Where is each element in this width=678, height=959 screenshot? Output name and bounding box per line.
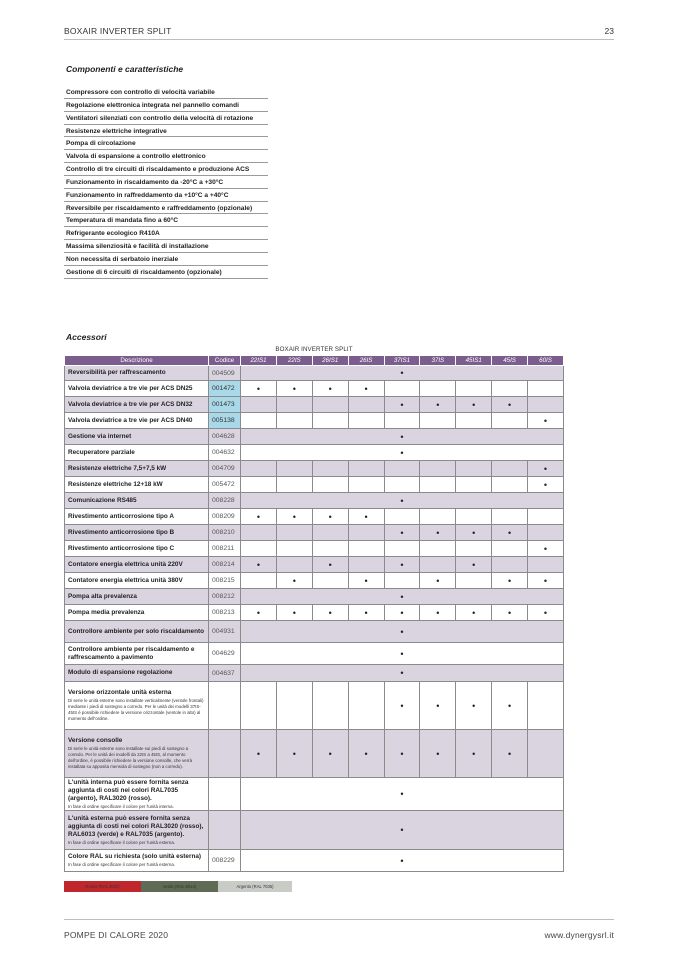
description-text: Gestione via internet [68,432,132,440]
description-note: In fase di ordine specificare il colore per l'unità interna. [68,803,174,809]
model-mark: • [420,525,456,541]
accessory-code: 005138 [209,413,241,429]
model-cell [420,541,456,557]
all-models-mark: • [241,665,564,682]
description-text: Valvola deviatrice a tre vie per ACS DN32 [68,400,193,408]
accessory-code: 004509 [209,366,241,381]
accessory-code: 008213 [209,605,241,621]
model-cell [420,477,456,493]
component-item: Refrigerante ecologico R410A [64,227,268,240]
header-model: 60IS [528,356,564,366]
model-cell [456,541,492,557]
model-mark: • [528,461,564,477]
accessory-description [65,605,209,621]
header-model: 26IS1 [312,356,348,366]
description-text: Versione orizzontale unità esterna [68,689,172,697]
description-text: Resistenze elettriche 7,5+7,5 kW [68,464,167,472]
model-cell [276,541,312,557]
model-cell [420,461,456,477]
model-cell [312,682,348,730]
accessory-code: 001472 [209,381,241,397]
description-text: L'unità interna può essere fornita senza aggiunta di costi nei colori RAL7035 (argento), RAL3020 (rosso). [68,778,189,802]
all-models-mark: • [241,778,564,811]
model-mark: • [528,477,564,493]
accessory-description [65,429,209,445]
all-models-mark: • [241,445,564,461]
model-mark: • [384,525,420,541]
accessory-description [65,397,209,413]
component-item: Valvola di espansione a controllo elettronico [64,150,268,163]
description-text: Controllore ambiente per riscaldamento e raffrescamento a pavimento [68,645,195,661]
model-mark: • [456,682,492,730]
model-cell [312,541,348,557]
model-cell [241,413,277,429]
description-text: Contatore energia elettrica unità 220V [68,560,183,568]
model-cell [528,509,564,525]
accessory-description [65,778,209,811]
component-item: Massima silenziosità e facilità di installazione [64,240,268,253]
model-cell [312,461,348,477]
model-cell [276,413,312,429]
model-cell [384,381,420,397]
description-text: Rivestimento anticorrosione tipo A [68,512,174,520]
model-mark: • [384,605,420,621]
model-cell [528,557,564,573]
model-mark: • [456,557,492,573]
accessory-description [65,730,209,778]
table-row [65,429,564,445]
model-cell [420,413,456,429]
model-cell [420,557,456,573]
model-cell [348,682,384,730]
accessory-code: 008212 [209,589,241,605]
model-mark: • [492,525,528,541]
accessory-description [65,493,209,509]
description-text: Contatore energia elettrica unità 380V [68,576,183,584]
model-cell [276,525,312,541]
table-row [65,811,564,850]
accessory-code [209,811,241,850]
accessory-description [65,541,209,557]
component-item: Reversibile per riscaldamento e raffreddamento (opzionale) [64,202,268,215]
accessory-description [65,682,209,730]
accessory-code: 005472 [209,477,241,493]
model-mark: • [276,605,312,621]
accessory-code: 004629 [209,643,241,665]
accessory-description [65,557,209,573]
description-text: Resistenze elettriche 12+18 kW [68,480,163,488]
all-models-mark: • [241,643,564,665]
component-item: Regolazione elettronica integrata nel pannello comandi [64,99,268,112]
description-text: Rivestimento anticorrosione tipo B [68,528,175,536]
page-number: 23 [604,26,614,36]
table-row [65,493,564,509]
model-cell [276,557,312,573]
model-mark: • [384,397,420,413]
accessory-description [65,850,209,872]
accessory-code: 004709 [209,461,241,477]
header-model: 26IS [348,356,384,366]
component-item: Gestione di 6 circuiti di riscaldamento (opzionale) [64,266,268,279]
footer-divider [64,919,614,920]
table-row [65,730,564,778]
model-mark: • [492,605,528,621]
table-row [65,643,564,665]
accessories-title: Accessori [66,332,107,342]
accessory-description [65,509,209,525]
model-mark: • [492,730,528,778]
model-mark: • [348,730,384,778]
description-text: Controllore ambiente per solo riscaldamento [68,627,205,635]
description-text: Rivestimento anticorrosione tipo C [68,544,175,552]
model-mark: • [528,605,564,621]
model-cell [384,573,420,589]
accessory-code: 008210 [209,525,241,541]
header-model: 22IS [276,356,312,366]
model-mark: • [528,541,564,557]
model-mark: • [241,557,277,573]
table-row [65,381,564,397]
accessories-table [64,355,564,872]
accessory-description [65,461,209,477]
model-cell [384,413,420,429]
model-cell [348,397,384,413]
accessory-description [65,445,209,461]
header-description: Descrizione [65,356,209,366]
all-models-mark: • [241,493,564,509]
description-text: Pompa alta prevalenza [68,592,137,600]
table-row [65,445,564,461]
model-cell [312,477,348,493]
component-item: Pompa di circolazione [64,137,268,150]
model-mark: • [492,397,528,413]
accessory-description [65,381,209,397]
model-cell [384,541,420,557]
model-cell [241,397,277,413]
component-item: Funzionamento in raffreddamento da +10°C a +40°C [64,189,268,202]
description-note: In fase di ordine specificare il colore per l'unità esterna. [68,839,176,845]
model-mark: • [348,573,384,589]
table-row [65,589,564,605]
model-cell [456,461,492,477]
model-cell [528,682,564,730]
model-mark: • [276,509,312,525]
accessory-code [209,682,241,730]
table-row [65,366,564,381]
model-mark: • [384,682,420,730]
description-text: Reversibilità per raffrescamento [68,369,166,376]
components-title: Componenti e caratteristiche [66,64,184,74]
header-title: BOXAIR INVERTER SPLIT [64,26,172,36]
accessory-description [65,643,209,665]
description-text: Recuperatore parziale [68,448,135,456]
color-swatch: Argento (RAL 7035) [218,881,292,892]
table-row [65,621,564,643]
model-mark: • [456,605,492,621]
accessory-code: 008215 [209,573,241,589]
accessory-code [209,730,241,778]
description-note: Di serie le unità esterne sono installate verticalmente (ventole frontali) mediante i piedi di sostegno a corredo. Per le unità dei modelli 37IS-45IS è possibile richiedere la versione orizzontale (ventole in alto) al momento dell'ordine. [68,698,204,721]
model-mark: • [276,730,312,778]
accessory-code: 004632 [209,445,241,461]
description-text: Pompa media prevalenza [68,608,145,616]
accessory-description [65,665,209,682]
all-models-mark: • [241,589,564,605]
color-swatch: Verde (RAL 6013) [141,881,218,892]
description-text: Valvola deviatrice a tre vie per ACS DN25 [68,384,193,392]
accessory-description [65,366,209,381]
model-cell [276,477,312,493]
model-cell [348,525,384,541]
all-models-mark: • [241,366,564,381]
table-row [65,605,564,621]
model-mark: • [420,730,456,778]
model-cell [276,397,312,413]
accessory-description [65,477,209,493]
model-cell [241,525,277,541]
model-mark: • [384,557,420,573]
component-item: Non necessita di serbatoio inerziale [64,253,268,266]
model-cell [456,413,492,429]
component-item: Temperatura di mandata fino a 60°C [64,214,268,227]
model-cell [420,509,456,525]
model-cell [492,413,528,429]
model-mark: • [348,509,384,525]
model-cell [348,477,384,493]
model-cell [384,461,420,477]
header-model: 37IS [420,356,456,366]
model-mark: • [312,381,348,397]
table-row [65,525,564,541]
model-mark: • [456,397,492,413]
table-row [65,413,564,429]
component-item: Funzionamento in riscaldamento da -20°C a +30°C [64,176,268,189]
model-cell [420,381,456,397]
accessory-description [65,589,209,605]
model-mark: • [420,397,456,413]
component-item: Ventilatori silenziati con controllo della velocità di rotazione [64,112,268,125]
model-cell [456,477,492,493]
model-cell [492,557,528,573]
model-cell [456,381,492,397]
model-mark: • [528,413,564,429]
description-text: Comunicazione RS485 [68,496,137,504]
model-cell [528,381,564,397]
model-mark: • [276,573,312,589]
model-cell [276,682,312,730]
all-models-mark: • [241,811,564,850]
footer-title: POMPE DI CALORE 2020 [64,930,169,940]
table-row [65,541,564,557]
model-mark: • [420,605,456,621]
model-cell [492,509,528,525]
header-model: 45IS1 [456,356,492,366]
description-text: Modulo di espansione regolazione [68,669,173,676]
model-cell [384,477,420,493]
model-cell [312,397,348,413]
model-cell [348,541,384,557]
model-cell [241,477,277,493]
table-row [65,477,564,493]
model-mark: • [528,573,564,589]
table-row [65,573,564,589]
model-mark: • [241,509,277,525]
model-cell [456,573,492,589]
model-cell [492,461,528,477]
accessory-code: 008209 [209,509,241,525]
table-row [65,397,564,413]
accessory-description [65,525,209,541]
model-cell [312,573,348,589]
model-mark: • [420,573,456,589]
model-mark: • [492,573,528,589]
model-cell [241,461,277,477]
table-row [65,461,564,477]
accessory-code: 008229 [209,850,241,872]
accessory-code: 004628 [209,429,241,445]
table-row [65,778,564,811]
description-text: L'unità esterna può essere fornita senza aggiunta di costi nei colori RAL3020 (rosso), RAL6013 (verde) e RAL7035 (argento). [68,814,204,838]
accessory-code: 004637 [209,665,241,682]
accessory-description [65,573,209,589]
header-model: 37IS1 [384,356,420,366]
description-note: Di serie le unità esterne sono installate sui piedi di sostegno a corredo. Per le unità dei modelli da 22IS a 45IS, al momento dell'ordine, è possibile richiedere la versione consolle, che verrà installata su apposita mensola di sostegno (non a corredo). [68,746,193,769]
model-cell [348,461,384,477]
table-row [65,665,564,682]
model-mark: • [241,605,277,621]
table-row [65,850,564,872]
header-model: 22IS1 [241,356,277,366]
accessory-description [65,621,209,643]
all-models-mark: • [241,621,564,643]
model-cell [241,573,277,589]
description-text: Valvola deviatrice a tre vie per ACS DN40 [68,416,193,424]
header-divider [64,39,614,40]
model-cell [528,397,564,413]
table-row [65,682,564,730]
model-mark: • [312,557,348,573]
model-cell [492,381,528,397]
accessory-code: 008228 [209,493,241,509]
all-models-mark: • [241,429,564,445]
component-item: Controllo di tre circuiti di riscaldamento e produzione ACS [64,163,268,176]
model-cell [528,525,564,541]
accessory-code: 004931 [209,621,241,643]
model-mark: • [456,525,492,541]
accessory-description [65,413,209,429]
model-mark: • [348,605,384,621]
model-cell [312,525,348,541]
model-mark: • [312,509,348,525]
model-mark: • [492,682,528,730]
model-mark: • [241,730,277,778]
model-mark: • [420,682,456,730]
model-cell [384,509,420,525]
accessory-description [65,811,209,850]
model-mark: • [276,381,312,397]
accessory-code: 001473 [209,397,241,413]
header-code: Codice [209,356,241,366]
model-cell [348,557,384,573]
model-mark: • [312,605,348,621]
description-text: Versione consolle [68,737,123,745]
model-cell [492,541,528,557]
component-item: Compressore con controllo di velocità variabile [64,86,268,99]
accessory-code: 008214 [209,557,241,573]
model-mark: • [241,381,277,397]
model-cell [528,730,564,778]
model-mark: • [384,730,420,778]
all-models-mark: • [241,850,564,872]
color-legend [64,881,292,892]
model-cell [241,541,277,557]
accessory-code [209,778,241,811]
description-note: In fase di ordine specificare il colore per l'unità esterna. [68,862,176,868]
model-cell [348,413,384,429]
table-brand-caption: BOXAIR INVERTER SPLIT [275,346,353,353]
model-cell [241,682,277,730]
color-swatch: Rosso (RAL 3020) [64,881,141,892]
model-cell [276,461,312,477]
table-row [65,509,564,525]
description-text: Colore RAL su richiesta (solo unità esterna) [68,853,202,861]
table-header-row [65,356,564,366]
model-mark: • [348,381,384,397]
footer-website: www.dynergysrl.it [544,930,614,940]
model-cell [492,477,528,493]
table-row [65,557,564,573]
model-cell [312,413,348,429]
components-list [64,86,268,279]
model-cell [456,509,492,525]
component-item: Resistenze elettriche integrative [64,125,268,138]
accessory-code: 008211 [209,541,241,557]
model-mark: • [456,730,492,778]
header-model: 45IS [492,356,528,366]
model-mark: • [312,730,348,778]
